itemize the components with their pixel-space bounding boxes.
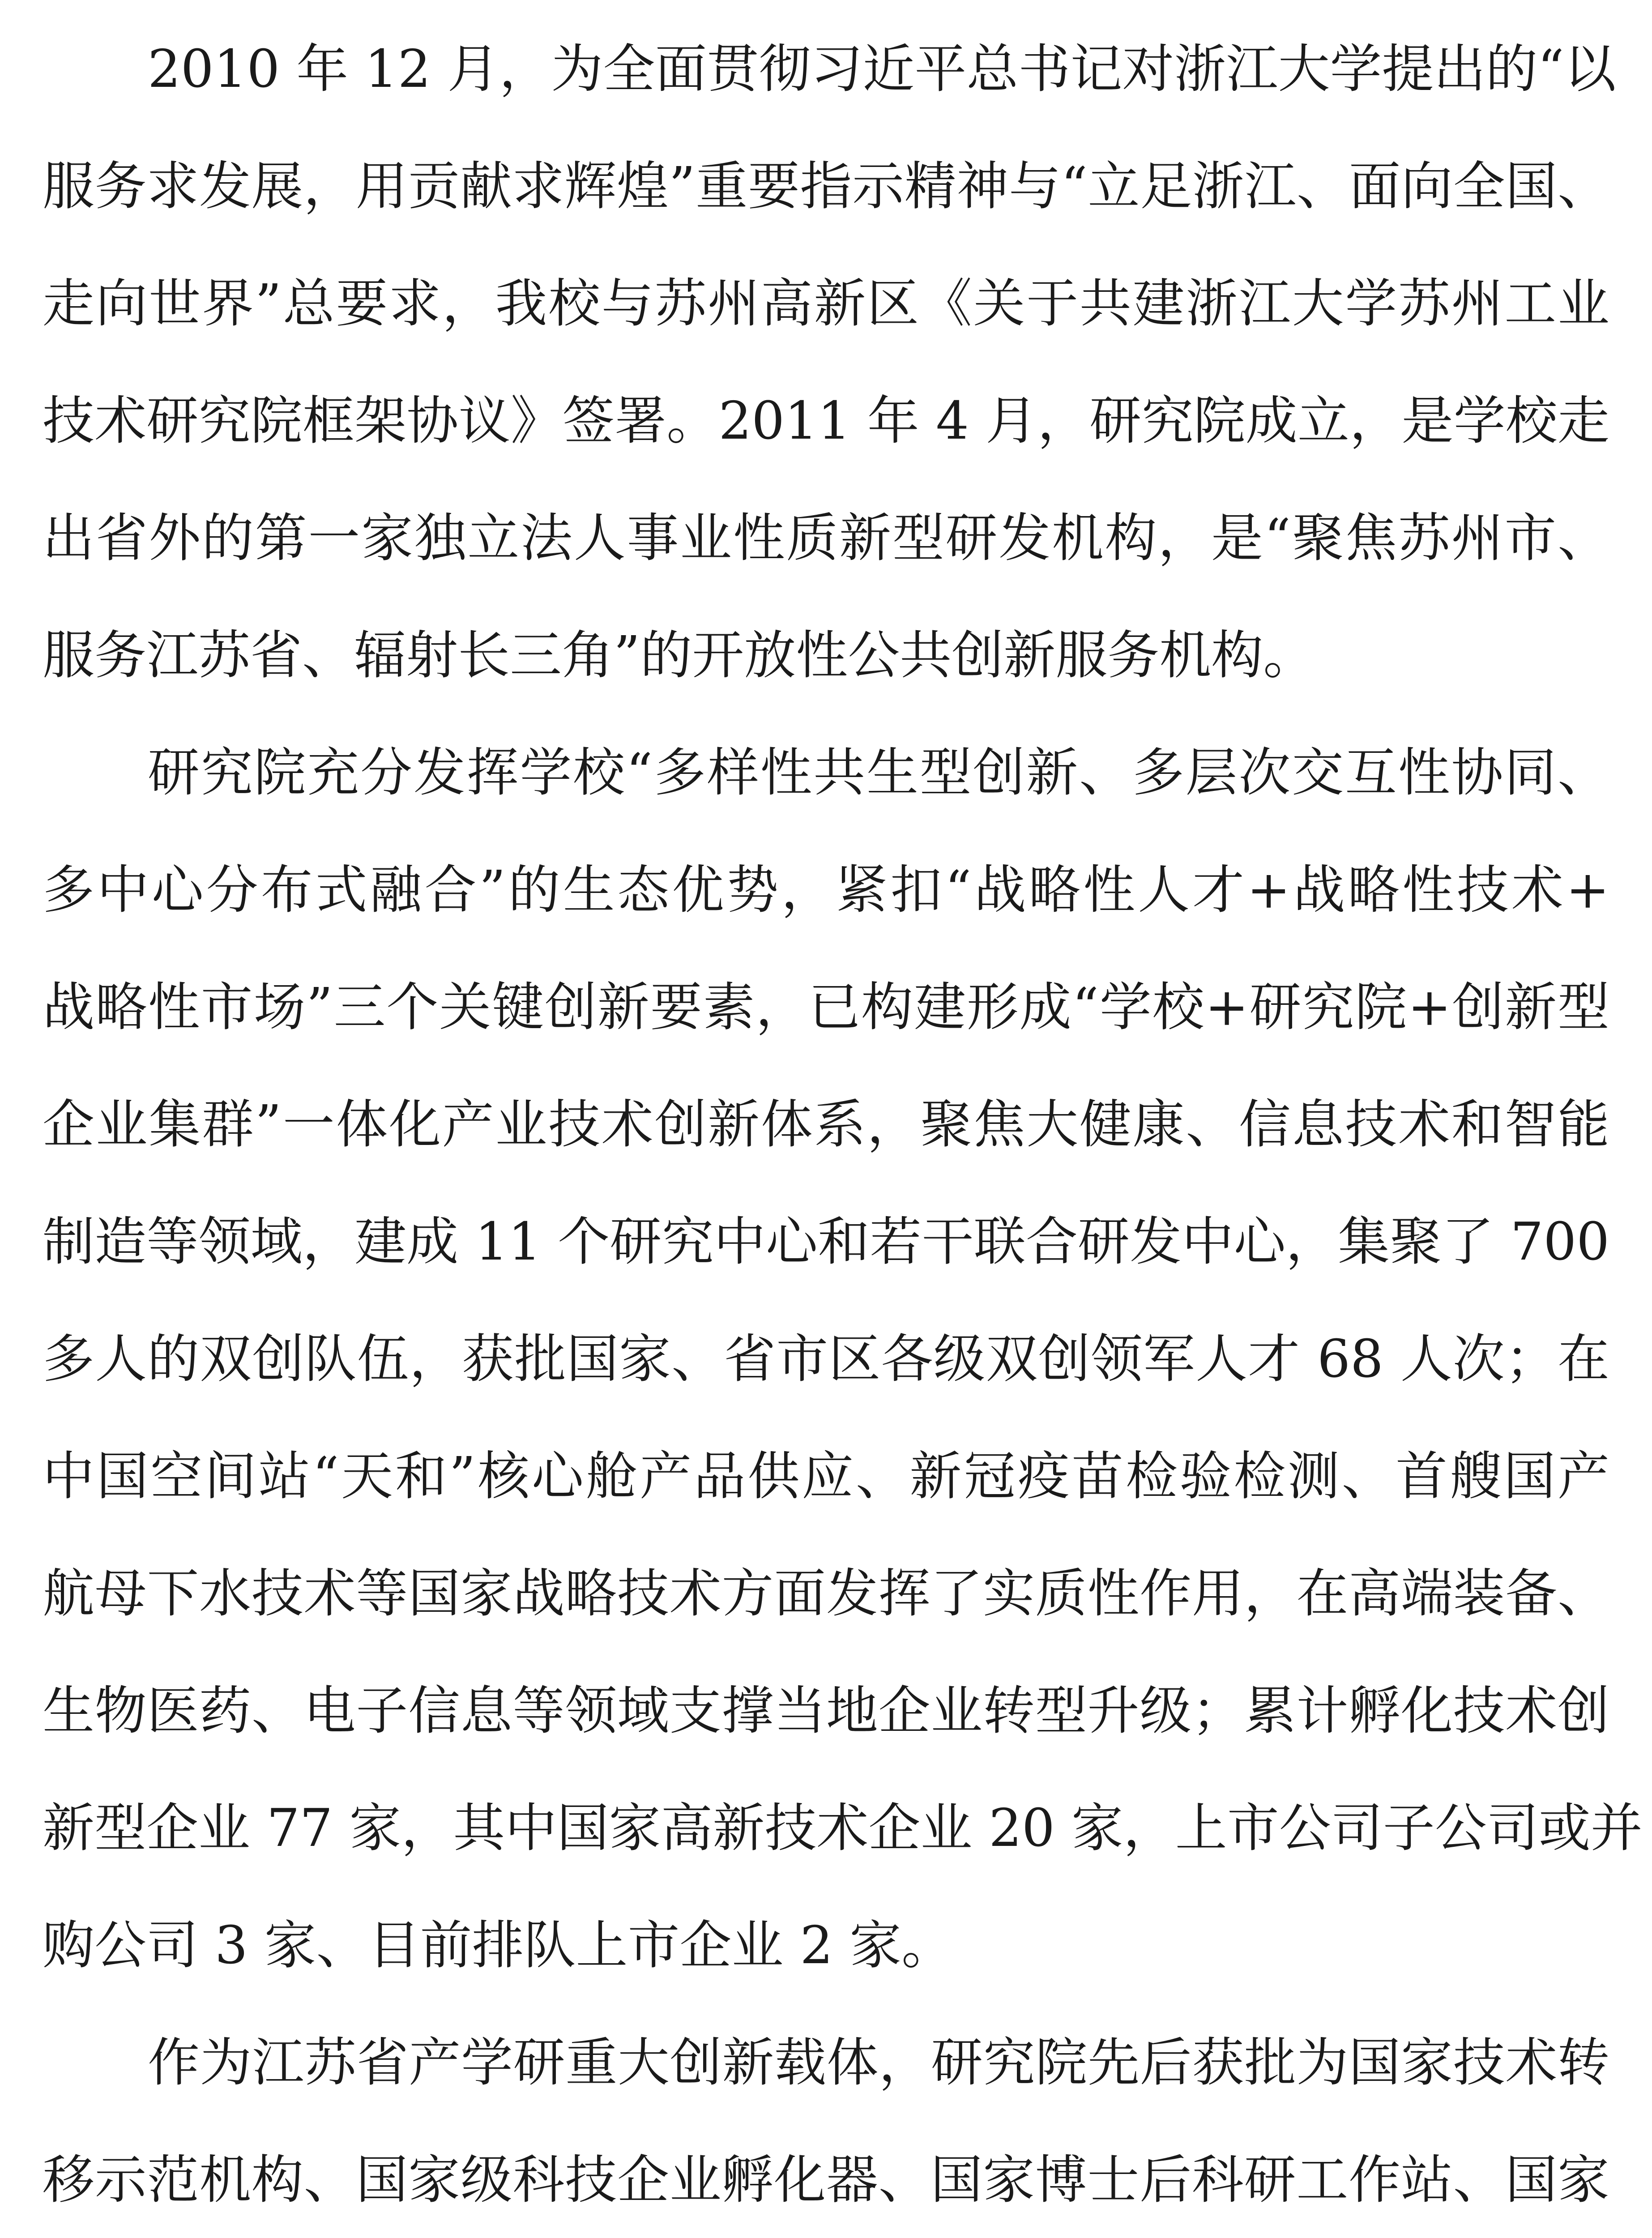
paragraph-line: 出省外的第一家独立法人事业性质新型研发机构，是“聚焦苏州市、 bbox=[43, 508, 1609, 568]
paragraph-line: 中国空间站“天和”核心舱产品供应、新冠疫苗检验检测、首艘国产 bbox=[43, 1446, 1609, 1507]
paragraph-line: 购公司 3 家、目前排队上市企业 2 家。 bbox=[43, 1915, 954, 1976]
paragraph-line: 战略性市场”三个关键创新要素，已构建形成“学校+研究院+创新型 bbox=[43, 977, 1609, 1038]
paragraph-line: 新型企业 77 家，其中国家高新技术企业 20 家，上市公司子公司或并 bbox=[43, 1798, 1643, 1858]
paragraph-line: 企业集群”一体化产业技术创新体系，聚焦大健康、信息技术和智能 bbox=[43, 1094, 1609, 1155]
paragraph-line: 移示范机构、国家级科技企业孵化器、国家博士后科研工作站、国家 bbox=[43, 2150, 1609, 2210]
paragraph-line: 航母下水技术等国家战略技术方面发挥了实质性作用，在高端装备、 bbox=[43, 1563, 1609, 1624]
paragraph-line: 走向世界”总要求，我校与苏州高新区《关于共建浙江大学苏州工业 bbox=[43, 273, 1609, 334]
paragraph-line: 多人的双创队伍，获批国家、省市区各级双创领军人才 68 人次；在 bbox=[43, 1329, 1609, 1389]
paragraph-line: 2010 年 12 月，为全面贯彻习近平总书记对浙江大学提出的“以 bbox=[148, 39, 1616, 99]
paragraph-line: 技术研究院框架协议》签署。2011 年 4 月，研究院成立，是学校走 bbox=[43, 391, 1609, 451]
paragraph-line: 服务江苏省、辐射长三角”的开放性公共创新服务机构。 bbox=[43, 625, 1315, 686]
paragraph-line: 多中心分布式融合”的生态优势，紧扣“战略性人才+战略性技术+ bbox=[43, 860, 1609, 920]
paragraph-line: 服务求发展，用贡献求辉煌”重要指示精神与“立足浙江、面向全国、 bbox=[43, 156, 1609, 217]
paragraph-line: 制造等领域，建成 11 个研究中心和若干联合研发中心，集聚了 700 bbox=[43, 1212, 1609, 1272]
paragraph-line: 研究院充分发挥学校“多样性共生型创新、多层次交互性协同、 bbox=[148, 743, 1609, 803]
paragraph-line: 生物医药、电子信息等领域支撑当地企业转型升级；累计孵化技术创 bbox=[43, 1681, 1609, 1741]
paragraph-line: 作为江苏省产学研重大创新载体，研究院先后获批为国家技术转 bbox=[148, 2033, 1609, 2093]
